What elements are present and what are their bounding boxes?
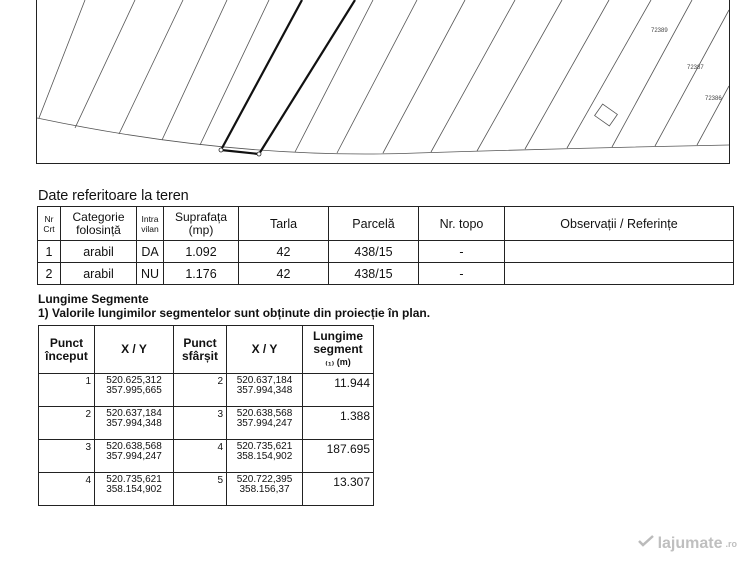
col-nr-crt — [38, 207, 61, 241]
coord-y: 357.994,348 — [236, 385, 293, 396]
coord-y: 358.154,902 — [106, 484, 162, 495]
cell-start: 4 — [39, 473, 95, 506]
cell-end: 4 — [174, 440, 227, 473]
col-lungime — [303, 326, 374, 374]
coord-x: 520.637,184 — [106, 408, 162, 419]
cell-parcela: 438/15 — [329, 241, 419, 263]
header-folosinta: folosință — [76, 222, 121, 237]
cell-start: 2 — [39, 407, 95, 440]
segmente-table — [38, 325, 374, 506]
cell-end: 3 — [174, 407, 227, 440]
coord-x: 520.722,395 — [236, 474, 293, 485]
header-unit: ₍₁₎ (m) — [325, 357, 351, 367]
cell-categorie: arabil — [61, 241, 137, 263]
header-sfarsit: sfârșit — [181, 348, 219, 363]
header-segment: segment — [313, 342, 363, 356]
coord-y: 358.154,902 — [236, 451, 293, 462]
coord-x: 520.625,312 — [106, 375, 162, 386]
cell-end-xy — [227, 407, 303, 440]
cell-start: 3 — [39, 440, 95, 473]
header-suprafata: Suprafața — [174, 209, 228, 224]
table-row — [39, 440, 374, 473]
col-nr-topo: Nr. topo — [419, 207, 505, 241]
header-intra: Intra — [141, 213, 159, 224]
coord-y: 357.994,247 — [236, 418, 293, 429]
cell-length: 187.695 — [303, 440, 374, 473]
cell-intravilan: DA — [137, 241, 164, 263]
cell-suprafata: 1.092 — [164, 241, 239, 263]
cell-length: 1.388 — [303, 407, 374, 440]
col-suprafata — [164, 207, 239, 241]
col-punct-sfarsit — [174, 326, 227, 374]
col-xy-start: X / Y — [95, 326, 174, 374]
header-mp: (mp) — [188, 222, 214, 237]
cadastral-map — [36, 0, 730, 164]
cell-intravilan: NU — [137, 263, 164, 285]
watermark-logo-icon — [637, 534, 655, 553]
cell-length: 13.307 — [303, 473, 374, 506]
cell-categorie: arabil — [61, 263, 137, 285]
cell-nr: 2 — [38, 263, 61, 285]
map-parcel-label: 72386 — [705, 96, 722, 102]
header-categorie: Categorie — [72, 209, 125, 224]
col-punct-inceput — [39, 326, 95, 374]
map-parcel-label: 72387 — [687, 65, 704, 71]
coord-x: 520.638,568 — [106, 441, 162, 452]
cell-end-xy — [227, 440, 303, 473]
header-punct-b: Punct — [183, 335, 217, 350]
col-xy-end: X / Y — [227, 326, 303, 374]
header-punct-a: Punct — [49, 335, 84, 350]
col-categorie — [61, 207, 137, 241]
header-lungime: Lungime — [313, 329, 363, 343]
cell-end-xy — [227, 473, 303, 506]
coord-x: 520.735,621 — [236, 441, 293, 452]
coord-x: 520.638,568 — [236, 408, 293, 419]
map-parcel-label: 72389 — [651, 28, 668, 34]
cell-nr: 1 — [38, 241, 61, 263]
cell-start-xy — [95, 374, 174, 407]
coord-y: 358.156,37 — [239, 484, 290, 495]
coord-y: 357.994,247 — [106, 451, 162, 462]
table-row — [39, 473, 374, 506]
cell-end: 2 — [174, 374, 227, 407]
cell-start-xy — [95, 407, 174, 440]
teren-header-row — [38, 207, 734, 241]
cell-end: 5 — [174, 473, 227, 506]
header-nr: Nr — [44, 213, 54, 224]
watermark-tld: .ro — [725, 538, 737, 549]
cell-tarla: 42 — [239, 263, 329, 285]
cell-suprafata: 1.176 — [164, 263, 239, 285]
segmente-title: Lungime Segmente — [38, 292, 149, 306]
cell-end-xy — [227, 374, 303, 407]
teren-table — [37, 206, 734, 285]
cell-start-xy — [95, 440, 174, 473]
table-row — [38, 241, 734, 263]
segmente-note: 1) Valorile lungimilor segmentelor sunt obținute din proiecție în plan. — [38, 306, 431, 320]
col-tarla: Tarla — [239, 207, 329, 241]
parcel-lines — [37, 0, 729, 163]
watermark — [637, 534, 737, 553]
coord-x: 520.637,184 — [236, 375, 293, 386]
coord-y: 357.995,665 — [106, 385, 162, 396]
cell-tarla: 42 — [239, 241, 329, 263]
cell-parcela: 438/15 — [329, 263, 419, 285]
cell-start-xy — [95, 473, 174, 506]
header-vilan: vilan — [141, 223, 159, 234]
cell-nr-topo: - — [419, 241, 505, 263]
col-intravilan — [137, 207, 164, 241]
cell-observatii — [505, 241, 734, 263]
watermark-text: lajumate — [657, 534, 723, 552]
col-observatii: Observații / Referințe — [505, 207, 734, 241]
table-row — [38, 263, 734, 285]
table-row — [39, 374, 374, 407]
header-inceput: început — [45, 348, 88, 363]
cell-start: 1 — [39, 374, 95, 407]
cell-observatii — [505, 263, 734, 285]
coord-y: 357.994,348 — [106, 418, 162, 429]
segmente-header-row — [39, 326, 374, 374]
teren-title: Date referitoare la teren — [38, 188, 189, 204]
header-crt: Crt — [43, 223, 55, 234]
table-row — [39, 407, 374, 440]
col-parcela: Parcelă — [329, 207, 419, 241]
cell-length: 11.944 — [303, 374, 374, 407]
cell-nr-topo: - — [419, 263, 505, 285]
coord-x: 520.735,621 — [106, 474, 162, 485]
